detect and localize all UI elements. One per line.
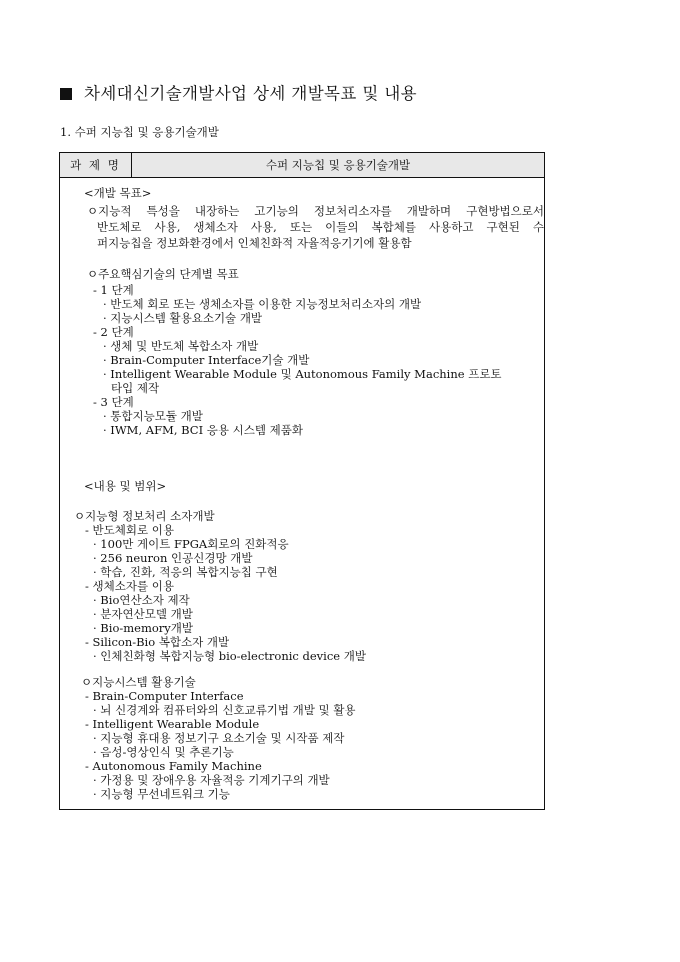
section-title: 1. 수퍼 지능칩 및 응용기술개발 [60, 125, 219, 139]
list-item: · Bio연산소자 제작 [93, 593, 190, 607]
list-item: · 지능형 무선네트워크 기능 [93, 787, 230, 801]
sub-item: - Silicon-Bio 복합소자 개발 [85, 635, 230, 649]
list-item: · IWM, AFM, BCI 응용 시스템 제품화 [103, 423, 303, 437]
list-item: · 반도체 회로 또는 생체소자를 이용한 지능정보처리소자의 개발 [103, 297, 422, 311]
stage-3-label: - 3 단계 [93, 395, 134, 409]
document-title-text: 차세대신기술개발사업 상세 개발목표 및 내용 [84, 84, 418, 103]
list-item: · 지능시스템 활용요소기술 개발 [103, 311, 263, 325]
list-item: · 256 neuron 인공신경망 개발 [93, 551, 253, 565]
project-name-label: 과 제 명 [60, 153, 132, 177]
sub-item: - 생체소자를 이용 [85, 579, 174, 593]
goal-text-line-3: 퍼지능칩을 정보화환경에서 인체친화적 자율적응기기에 활용함 [97, 236, 412, 250]
sub-item: - Intelligent Wearable Module [85, 717, 260, 731]
list-item-continuation: 타입 제작 [111, 381, 160, 395]
subsection-heading: ㅇ지능시스템 활용기술 [81, 675, 196, 689]
black-square-icon [60, 88, 72, 100]
list-item: · 지능형 휴대용 정보기구 요소기술 및 시작품 제작 [93, 731, 345, 745]
list-item: · 가정용 및 장애우용 자율적응 기계기구의 개발 [93, 773, 330, 787]
sub-item: - 반도체회로 이용 [85, 523, 174, 537]
sub-item: - Brain-Computer Interface [85, 689, 244, 703]
stage-2-label: - 2 단계 [93, 325, 134, 339]
list-item: · 뇌 신경계와 컴퓨터와의 신호교류기법 개발 및 활용 [93, 703, 356, 717]
list-item: · 음성-영상인식 및 추론기능 [93, 745, 234, 759]
list-item: · Brain-Computer Interface기술 개발 [103, 353, 310, 367]
project-table [59, 152, 545, 810]
list-item: · 100만 게이트 FPGA회로의 진화적응 [93, 537, 289, 551]
scope-heading: <내용 및 범위> [84, 479, 167, 493]
subsection-heading: ㅇ지능형 정보처리 소자개발 [74, 509, 215, 523]
stage-goals-heading: ㅇ주요핵심기술의 단계별 목표 [87, 267, 239, 281]
table-header-row [60, 153, 544, 178]
project-name-value: 수퍼 지능칩 및 응용기술개발 [265, 158, 411, 172]
sub-item: - Autonomous Family Machine [85, 759, 262, 773]
list-item: · 통합지능모듈 개발 [103, 409, 203, 423]
goal-heading: <개발 목표> [84, 186, 152, 200]
document-title [60, 80, 417, 104]
stage-1-label: - 1 단계 [93, 283, 134, 297]
list-item: · 생체 및 반도체 복합소자 개발 [103, 339, 259, 353]
list-item: · 학습, 진화, 적응의 복합지능칩 구현 [93, 565, 278, 579]
list-item: · Intelligent Wearable Module 및 Autonomous Family Machine 프로토 [103, 367, 502, 381]
goal-text-line-1: ㅇ지능적 특성을 내장하는 고기능의 정보처리소자를 개발하며 구현방법으로서 [87, 204, 544, 218]
list-item: · 분자연산모델 개발 [93, 607, 193, 621]
goal-text-line-2: 반도체로 사용, 생체소자 사용, 또는 이들의 복합체를 사용하고 구현된 수 [97, 220, 544, 234]
list-item: · Bio-memory개발 [93, 621, 193, 635]
list-item: · 인체친화형 복합지능형 bio-electronic device 개발 [93, 649, 366, 663]
